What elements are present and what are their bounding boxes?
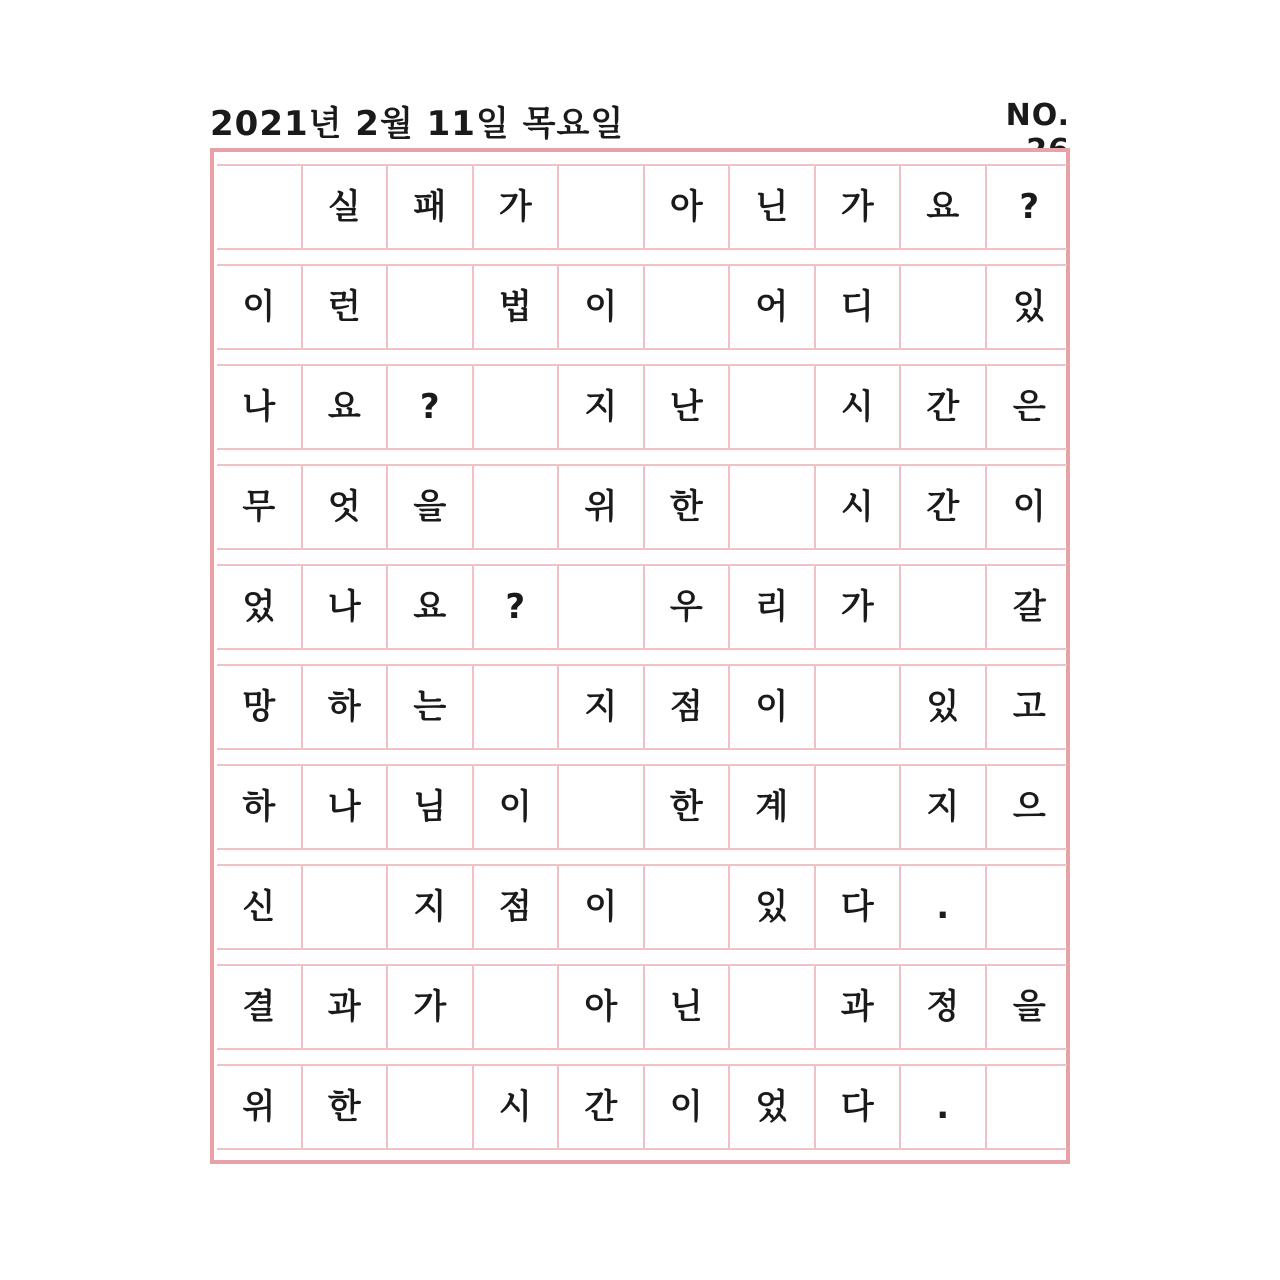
manuscript-cell: 요: [901, 166, 987, 248]
manuscript-row: [217, 164, 1067, 250]
manuscript-cell: 요: [388, 566, 474, 648]
manuscript-cell: 가: [388, 966, 474, 1048]
manuscript-cell: 하: [217, 766, 303, 848]
manuscript-cell: 디: [816, 266, 902, 348]
manuscript-row: [217, 464, 1067, 550]
manuscript-cell: .: [901, 1066, 987, 1148]
manuscript-cell: [901, 566, 987, 648]
manuscript-cell: [559, 166, 645, 248]
manuscript-cell: 시: [474, 1066, 560, 1148]
manuscript-cell: 한: [645, 766, 731, 848]
manuscript-cell: 이: [730, 666, 816, 748]
manuscript-cell: [388, 266, 474, 348]
manuscript-cell: [816, 766, 902, 848]
manuscript-cell: 을: [388, 466, 474, 548]
manuscript-cell: 가: [816, 566, 902, 648]
manuscript-cell: 지: [388, 866, 474, 948]
manuscript-cell: [559, 766, 645, 848]
manuscript-cell: 나: [217, 366, 303, 448]
manuscript-cell: [474, 366, 560, 448]
manuscript-cell: 나: [303, 566, 389, 648]
manuscript-cell: 있: [901, 666, 987, 748]
manuscript-cell: 님: [388, 766, 474, 848]
manuscript-cell: [217, 166, 303, 248]
manuscript-cell: 간: [901, 366, 987, 448]
manuscript-cell: 이: [645, 1066, 731, 1148]
manuscript-cell: 위: [559, 466, 645, 548]
manuscript-cell: 다: [816, 866, 902, 948]
manuscript-cell: 은: [1012, 387, 1046, 427]
manuscript-cell: 있: [730, 866, 816, 948]
manuscript-cell: .: [901, 866, 987, 948]
manuscript-cell: 간: [901, 466, 987, 548]
manuscript-cell: 런: [303, 266, 389, 348]
manuscript-cell: 과: [816, 966, 902, 1048]
manuscript-cell: 아: [645, 166, 731, 248]
manuscript-cell: ?: [474, 566, 560, 648]
manuscript-cell: 있: [1012, 287, 1046, 327]
manuscript-cell: 점: [474, 866, 560, 948]
diary-date: 2021년 2월 11일 목요일: [210, 104, 625, 144]
manuscript-cell: 패: [388, 166, 474, 248]
manuscript-cell: 우: [645, 566, 731, 648]
manuscript-cell: 을: [1012, 987, 1046, 1027]
manuscript-sheet: [210, 148, 1070, 1164]
manuscript-cell: 이: [217, 266, 303, 348]
manuscript-cell: 이: [559, 866, 645, 948]
manuscript-cell: 정: [901, 966, 987, 1048]
manuscript-cell: [303, 866, 389, 948]
manuscript-cell: 었: [730, 1066, 816, 1148]
manuscript-cell: 시: [816, 366, 902, 448]
manuscript-cell: 지: [901, 766, 987, 848]
manuscript-cell: [559, 566, 645, 648]
manuscript-cell: 고: [1012, 687, 1046, 727]
manuscript-cell: 법: [474, 266, 560, 348]
manuscript-cell: [474, 466, 560, 548]
manuscript-row: [217, 364, 1067, 450]
manuscript-cell: 가: [816, 166, 902, 248]
manuscript-row: [217, 864, 1067, 950]
manuscript-row: [217, 1064, 1067, 1150]
manuscript-cell: [730, 466, 816, 548]
manuscript-cell: [816, 666, 902, 748]
manuscript-cell: 나: [303, 766, 389, 848]
manuscript-cell: 이: [559, 266, 645, 348]
manuscript-cell: 한: [303, 1066, 389, 1148]
manuscript-cell: [730, 366, 816, 448]
manuscript-cell: 지: [559, 666, 645, 748]
manuscript-cell: 으: [1012, 787, 1046, 827]
manuscript-cell: [474, 666, 560, 748]
manuscript-cell: 이: [474, 766, 560, 848]
manuscript-cell: 결: [217, 966, 303, 1048]
manuscript-row: [217, 964, 1067, 1050]
manuscript-cell: 하: [303, 666, 389, 748]
manuscript-cell: 지: [559, 366, 645, 448]
manuscript-row: [217, 764, 1067, 850]
manuscript-cell: 다: [816, 1066, 902, 1148]
manuscript-cell: 갈: [1012, 587, 1046, 627]
manuscript-cell: 한: [645, 466, 731, 548]
manuscript-cell: [388, 1066, 474, 1148]
manuscript-cell: 과: [303, 966, 389, 1048]
manuscript-cell: 실: [303, 166, 389, 248]
manuscript-cell: 었: [217, 566, 303, 648]
manuscript-cell: 아: [559, 966, 645, 1048]
manuscript-cell: [987, 1066, 1073, 1148]
manuscript-cell: [987, 866, 1073, 948]
manuscript-cell: 시: [816, 466, 902, 548]
manuscript-cell: [730, 966, 816, 1048]
manuscript-cell: 가: [474, 166, 560, 248]
manuscript-cell: 리: [730, 566, 816, 648]
manuscript-cell: 신: [217, 866, 303, 948]
manuscript-cell: 난: [645, 366, 731, 448]
manuscript-cell: 어: [730, 266, 816, 348]
manuscript-cell: 닌: [730, 166, 816, 248]
manuscript-row: [217, 564, 1067, 650]
entry-number: NO.: [1005, 98, 1070, 133]
manuscript-cell: 엇: [303, 466, 389, 548]
manuscript-cell: 요: [303, 366, 389, 448]
manuscript-cell: 는: [388, 666, 474, 748]
manuscript-cell: [645, 866, 731, 948]
manuscript-cell: 닌: [645, 966, 731, 1048]
manuscript-row: [217, 264, 1067, 350]
manuscript-cell: [901, 266, 987, 348]
manuscript-cell: 망: [217, 666, 303, 748]
manuscript-cell: 위: [217, 1066, 303, 1148]
manuscript-row: [217, 664, 1067, 750]
manuscript-cell: [645, 266, 731, 348]
manuscript-cell: 무: [217, 466, 303, 548]
manuscript-cell: 이: [1012, 487, 1046, 527]
manuscript-cell: ?: [388, 366, 474, 448]
manuscript-cell: ?: [1019, 187, 1040, 227]
manuscript-cell: 계: [730, 766, 816, 848]
manuscript-cell: 간: [559, 1066, 645, 1148]
manuscript-cell: 점: [645, 666, 731, 748]
manuscript-cell: [474, 966, 560, 1048]
